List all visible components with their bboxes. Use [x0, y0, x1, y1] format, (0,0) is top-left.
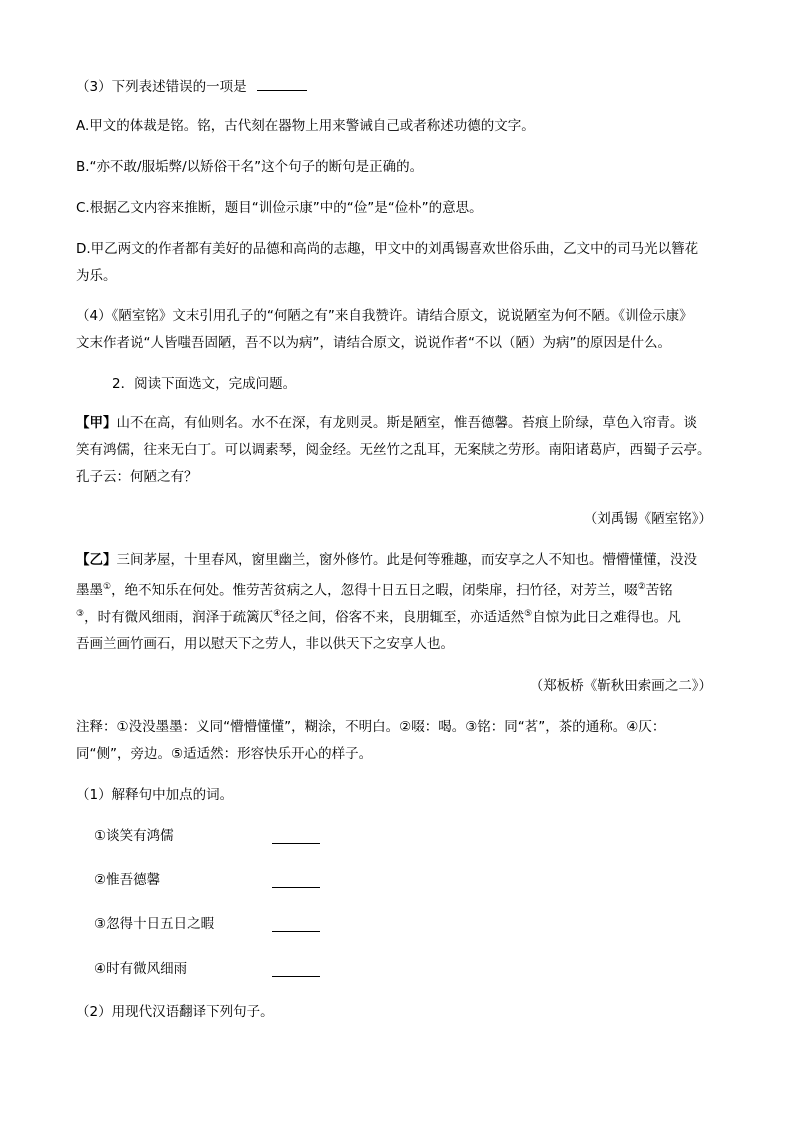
yi-line3	[76, 604, 681, 628]
q1-stem: （1）解释句中加点的词。	[76, 787, 234, 803]
notes-line1: 注释：①没没墨墨：义同“懵懵懂懂”，糊涂，不明白。②啜：喝。③铭：同“茗”，茶的通称。④仄：	[76, 719, 666, 735]
q1-blank-2[interactable]	[272, 886, 320, 888]
yi-source: （郑板桥《靳秋田索画之二》）	[529, 678, 712, 694]
q4-line2: 文末作者说“人皆嗤吾固陋，吾不以为病”，请结合原文，说说作者“不以（陋）为病”的原因是什么。	[76, 335, 671, 351]
q3-option-d-line2: 为乐。	[76, 268, 117, 284]
q1-blank-3[interactable]	[272, 930, 320, 932]
q1-blank-1[interactable]	[272, 842, 320, 844]
q4-line1: （4）《陋室铭》文末引用孔子的“何陋之有”来自我赞许。请结合原文，说说陋室为何不陋。《训俭示康》	[76, 308, 693, 324]
q3-option-a: A.甲文的体裁是铭。铭，古代刻在器物上用来警诫自己或者称述功德的文字。	[76, 118, 535, 134]
yi-text-2b: ，绝不知乐在何处。惟劳苦贫病之人，忽得十日五日之暇，闭柴扉，扫竹径，对芳兰，啜	[111, 582, 638, 599]
yi-line1	[76, 550, 697, 570]
q3-option-b: B.“亦不敢/服垢弊/以矫俗干名”这个句子的断句是正确的。	[76, 159, 424, 175]
yi-text-2a: 墨墨	[76, 582, 103, 599]
note-mark-3: ③	[76, 609, 85, 619]
note-mark-5: ⑤	[524, 609, 533, 619]
note-mark-1: ①	[103, 582, 112, 592]
yi-text-1: 三间茅屋，十里春风，窗里幽兰，窗外修竹。此是何等雅趣，而安享之人不知也。懵懵懂懂，没没	[116, 552, 697, 568]
yi-line2	[76, 577, 673, 601]
jia-line2: 笑有鸿儒，往来无白丁。可以调素琴，阅金经。无丝竹之乱耳，无案牍之劳形。南阳诸葛庐，西蜀子云亭。	[76, 442, 711, 458]
yi-text-3a: ，时有微风细雨，润泽于疏篱仄	[84, 609, 274, 626]
q1-item-1: ①谈笑有鸿儒	[94, 828, 174, 844]
q3-stem-line	[76, 76, 307, 97]
q3-option-c: C.根据乙文内容来推断，题目“训俭示康”中的“俭”是“俭朴”的意思。	[76, 200, 483, 216]
q1-item-3: ③忽得十日五日之暇	[94, 916, 215, 932]
q3-option-d-line1: D.甲乙两文的作者都有美好的品德和高尚的志趣，甲文中的刘禹锡喜欢世俗乐曲，乙文中的司马光以簪花	[76, 241, 699, 257]
jia-label: 【甲】	[76, 415, 117, 431]
note-mark-4: ④	[273, 609, 282, 619]
yi-text-3b: 径之间，俗客不来，良朋辄至，亦适适然	[281, 609, 525, 626]
note-mark-2: ②	[637, 582, 646, 592]
q2-stem: （2）用现代汉语翻译下列句子。	[76, 1004, 274, 1020]
yi-line4: 吾画兰画竹画石，用以慰天下之劳人，非以供天下之安享人也。	[76, 636, 454, 652]
jia-line1	[76, 413, 697, 433]
jia-source: （刘禹锡《陋室铭》）	[583, 511, 712, 527]
q3-stem: （3）下列表述错误的一项是	[76, 79, 247, 95]
yi-label: 【乙】	[76, 552, 117, 568]
jia-line3: 孔子云：何陋之有？	[76, 469, 198, 485]
yi-text-3c: 自惊为此日之难得也。凡	[532, 609, 681, 626]
notes-line2: 同“侧”，旁边。⑤适适然：形容快乐开心的样子。	[76, 746, 373, 762]
section2-heading: 2．阅读下面选文，完成问题。	[112, 376, 297, 392]
q1-item-4: ④时有微风细雨	[94, 961, 188, 977]
q1-item-2: ②惟吾德馨	[94, 872, 161, 888]
q1-blank-4[interactable]	[272, 975, 320, 977]
yi-text-2c: 苦铭	[645, 582, 673, 599]
q3-answer-blank[interactable]	[257, 76, 307, 91]
jia-text-1: 山不在高，有仙则名。水不在深，有龙则灵。斯是陋室，惟吾德馨。苔痕上阶绿，草色入帘青。谈	[116, 415, 697, 431]
